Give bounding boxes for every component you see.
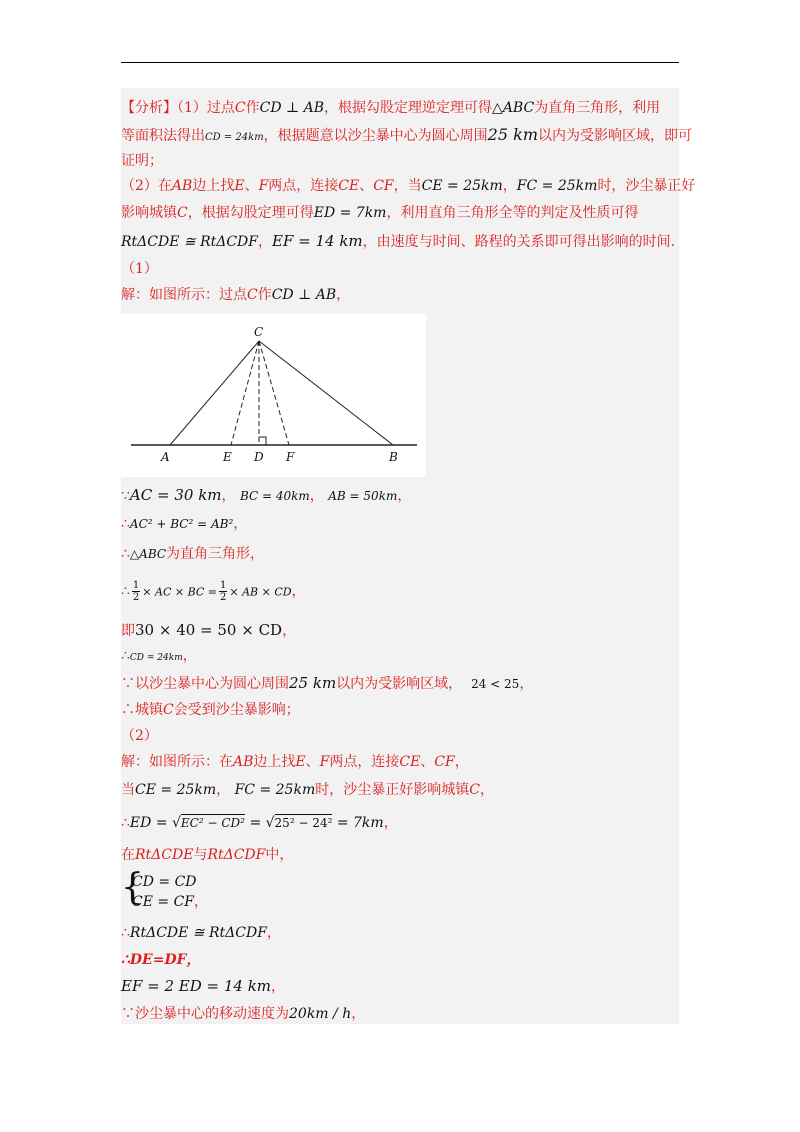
label-d: D [254, 450, 264, 464]
solution-text: 解：如图所示：过点 [121, 287, 247, 303]
solution-text: 、 [420, 754, 435, 770]
analysis-text: 、 [244, 178, 259, 194]
analysis-text: ， [258, 234, 272, 250]
sqrt-sign: √ [172, 815, 181, 831]
punct: ， [383, 815, 398, 831]
punct: ， [233, 516, 248, 532]
denominator: 2 [220, 592, 227, 603]
analysis-line-4 [121, 176, 695, 196]
solution-text: 当 [121, 782, 135, 798]
part2-label [121, 726, 158, 746]
analysis-text: 【分析】（1）过点 [121, 100, 235, 116]
analysis-text: 两点，连接 [268, 178, 339, 194]
solution-text: 解：如图所示：在 [121, 754, 233, 770]
punct: ， [479, 782, 494, 798]
point-label: C [234, 100, 246, 116]
solution-text: ∵以沙尘暴中心为圆心周围 [121, 676, 289, 692]
formula: × AB × CD [229, 585, 292, 599]
solution-text: 边上找 [253, 754, 296, 770]
solution-text: ∵沙尘暴中心的移动速度为 [121, 1006, 289, 1022]
segment-cb [259, 341, 393, 445]
analysis-line-6 [121, 231, 675, 252]
denominator: 2 [132, 592, 140, 603]
point-label: E [295, 754, 306, 770]
analysis-line-2 [121, 125, 692, 148]
analysis-text: 影响城镇 [121, 205, 177, 221]
segment-label: AB [171, 178, 193, 194]
segment-label: CF [434, 754, 455, 770]
punct: ， [454, 754, 469, 770]
part2-step-4 [121, 923, 281, 943]
step-7 [121, 673, 533, 694]
analysis-text: 作 [245, 100, 260, 116]
analysis-text: ， [502, 178, 517, 194]
system-line-2 [132, 892, 208, 912]
punct: ， [309, 488, 324, 504]
part2-step-7 [121, 1004, 365, 1024]
punct: ， [519, 676, 534, 692]
formula: AC² + BC² = AB² [129, 517, 234, 531]
formula: EF = 2 ED = 14 km [121, 977, 272, 995]
analysis-text: ，当 [393, 178, 422, 194]
formula: RtΔCDE ≅ RtΔCDF [121, 234, 258, 250]
sqrt-sign: √ [265, 815, 275, 831]
punct: ， [271, 979, 286, 995]
therefore-symbol: ∴ [121, 648, 130, 664]
part1-label [121, 259, 158, 279]
analysis-text: 边上找 [192, 178, 235, 194]
triangle-label: RtΔCDE [135, 847, 194, 863]
formula: ED = [129, 815, 168, 831]
formula: RtΔCDE ≅ RtΔCDF [129, 925, 267, 941]
solution-text: 为直角三角形， [166, 546, 265, 562]
brace-symbol: { [121, 867, 144, 908]
punct: ， [216, 782, 231, 798]
formula: CD ⊥ AB [271, 287, 337, 303]
part2-intro [121, 752, 469, 772]
therefore-symbol: ∴ [121, 516, 130, 532]
header-rule [121, 62, 679, 63]
solution-text: 作 [257, 287, 272, 303]
formula: AC = 30 km [129, 486, 222, 504]
solution-text: ∴城镇 [121, 702, 163, 718]
step-5 [121, 620, 296, 641]
label-c: C [254, 325, 264, 339]
point-label: F [319, 754, 330, 770]
formula: CD = 24km [205, 132, 264, 143]
solution-text: ， [336, 287, 351, 303]
formula: = [249, 815, 262, 831]
step-2 [121, 514, 247, 534]
formula: 20km / h [289, 1006, 352, 1022]
part1-intro [121, 285, 350, 305]
segment-cf [259, 341, 289, 445]
step-1 [121, 485, 411, 506]
part2-step-6 [121, 976, 285, 997]
punct: ， [266, 925, 281, 941]
formula: CE = 25km [421, 178, 503, 194]
part-label: （1） [121, 261, 158, 277]
solution-text: 、 [305, 754, 320, 770]
numerator: 1 [132, 580, 140, 591]
point-label: E [234, 178, 245, 194]
formula: = 7km [336, 815, 384, 831]
formula: AB = 50km [328, 489, 398, 503]
solution-text: 时，沙尘暴正好影响城镇 [315, 782, 470, 798]
analysis-line-5 [121, 203, 638, 223]
formula: BC = 40km [239, 489, 310, 503]
label-f: F [286, 450, 295, 464]
formula: ED = 7km [313, 205, 387, 221]
formula: CE = 25km [135, 782, 217, 798]
label-e: E [223, 450, 232, 464]
formula: EC² − CD² [180, 816, 245, 830]
solution-text: 与 [193, 847, 208, 863]
point-label: C [177, 205, 188, 221]
system-line-1 [132, 872, 197, 892]
therefore-symbol: ∴ [121, 546, 130, 562]
punct: ， [221, 488, 236, 504]
analysis-text: ，根据题意以沙尘暴中心为圆心周围 [263, 128, 488, 144]
therefore-symbol: ∴ [121, 583, 130, 600]
punct: ， [282, 623, 297, 639]
numerator: 1 [220, 580, 227, 591]
analysis-text: ，根据勾股定理可得 [187, 205, 314, 221]
formula: ∴DE=DF， [121, 952, 201, 968]
punct: ， [397, 488, 412, 504]
segment-label: CE [399, 754, 421, 770]
part2-step-1 [121, 780, 494, 800]
label-a: A [161, 450, 170, 464]
analysis-text: 、 [359, 178, 374, 194]
analysis-text: 时，沙尘暴正好 [597, 178, 696, 194]
analysis-text: 等面积法得出 [121, 128, 205, 144]
triangle-label: RtΔCDF [207, 847, 266, 863]
analysis-line-1 [121, 98, 660, 118]
formula: CD = CD [132, 874, 197, 890]
part2-step-3 [121, 845, 293, 865]
formula: CE = CF [132, 894, 194, 910]
fraction-half [132, 580, 140, 603]
formula: △ABC [129, 547, 167, 561]
formula: △ABC [492, 100, 535, 116]
segment-label: CF [373, 178, 394, 194]
point-label: C [163, 702, 174, 718]
solution-text: 在 [121, 847, 135, 863]
because-symbol: ∵ [121, 488, 130, 504]
solution-text: 以内为受影响区域， [336, 676, 463, 692]
label-b: B [389, 450, 398, 464]
formula: FC = 25km [234, 782, 316, 798]
right-angle-mark [259, 437, 266, 445]
analysis-text: ，利用直角三角形全等的判定及性质可得 [386, 205, 639, 221]
therefore-symbol: ∴ [121, 925, 130, 941]
analysis-text: 以内为受影响区域，即可 [537, 128, 692, 144]
fraction-half [219, 580, 227, 603]
segment-ca [170, 341, 259, 445]
punct: ， [291, 583, 306, 600]
analysis-text: （2）在 [121, 178, 172, 194]
part2-step-5 [121, 950, 201, 970]
analysis-line-3 [121, 151, 163, 171]
punct: ， [182, 648, 197, 664]
part2-step-2 [121, 813, 398, 833]
punct: ， [194, 894, 208, 910]
point-label: C [469, 782, 480, 798]
segment-label: CE [338, 178, 360, 194]
formula: 25² − 24² [274, 816, 333, 830]
part-label: （2） [121, 728, 158, 744]
segment-label: AB [233, 754, 254, 770]
formula: 25 km [487, 125, 538, 144]
point-label: F [258, 178, 269, 194]
analysis-text: 为直角三角形，利用 [534, 100, 661, 116]
step-3 [121, 544, 264, 564]
formula: FC = 25km [516, 178, 598, 194]
analysis-text: 证明； [121, 153, 163, 169]
solution-text: 即 [121, 623, 135, 639]
solution-text: 会受到沙尘暴影响； [173, 702, 300, 718]
solution-text: 中， [265, 847, 294, 863]
punct: ， [351, 1006, 366, 1022]
formula: 24 < 25 [471, 677, 520, 691]
analysis-text: ，根据勾股定理逆定理可得 [324, 100, 493, 116]
formula: 25 km [289, 674, 337, 692]
analysis-text: ，由速度与时间、路程的关系即可得出影响的时间. [362, 234, 676, 250]
formula: 30 × 40 = 50 × CD [135, 621, 283, 639]
formula: EF = 14 km [272, 232, 363, 250]
formula: CD ⊥ AB [259, 100, 325, 116]
step-6 [121, 646, 197, 668]
step-8 [121, 700, 300, 720]
therefore-symbol: ∴ [121, 815, 130, 831]
formula: CD = 24km [129, 653, 183, 663]
solution-text: 两点，连接 [329, 754, 400, 770]
geometry-figure [121, 314, 426, 477]
step-4 [121, 580, 306, 603]
formula: × AC × BC = [142, 585, 217, 599]
point-label: C [247, 287, 258, 303]
